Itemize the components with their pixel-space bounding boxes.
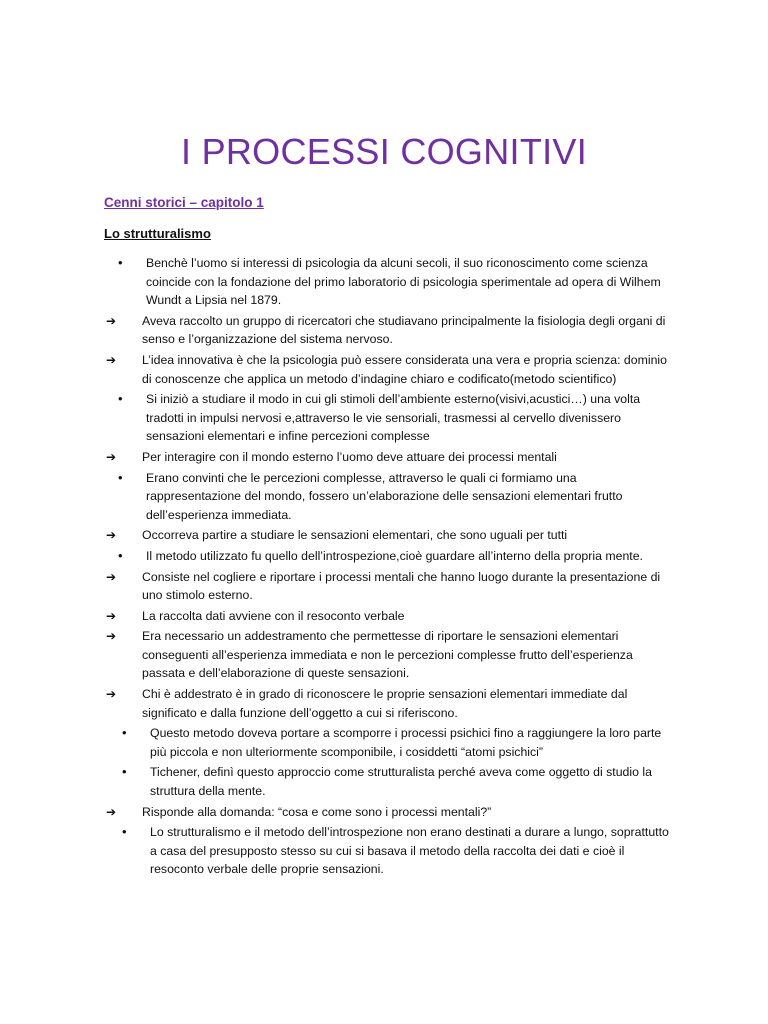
list-item xyxy=(0,351,768,388)
arrow-icon: ➔ xyxy=(106,449,117,464)
bullet-icon: • xyxy=(118,255,123,270)
list-item xyxy=(0,724,768,761)
section-heading: Lo strutturalismo xyxy=(104,226,211,241)
bullet-list xyxy=(0,254,768,879)
list-item xyxy=(0,254,768,310)
bullet-icon: • xyxy=(122,824,127,840)
list-item xyxy=(0,526,768,545)
list-item xyxy=(0,763,768,800)
arrow-icon: ➔ xyxy=(106,687,117,702)
document-title: I PROCESSI COGNITIVI xyxy=(180,131,588,172)
list-item-text: Consiste nel cogliere e riportare i processi mentali che hanno luogo durante la presentazione di uno stimolo esterno. xyxy=(142,569,661,603)
bullet-icon: • xyxy=(118,391,123,407)
arrow-icon: ➔ xyxy=(106,569,117,584)
list-item-text: La raccolta dati avviene con il resoconto verbale xyxy=(142,608,405,623)
list-item xyxy=(0,607,768,626)
list-item xyxy=(0,390,768,446)
list-item xyxy=(0,469,768,525)
list-item xyxy=(0,547,768,566)
list-item-text: Risponde alla domanda: “cosa e come sono i processi mentali?” xyxy=(142,804,492,819)
bullet-icon: • xyxy=(118,469,123,485)
list-item-text: Questo metodo doveva portare a scomporre i processi psichici fino a raggiungere la loro parte più piccola e non ulteriormente scomponibile, i cosiddetti “atomi psichici” xyxy=(150,726,662,759)
list-item xyxy=(0,312,768,349)
bullet-icon: • xyxy=(122,764,127,780)
list-item-text: Aveva raccolto un gruppo di ricercatori che studiavano principalmente la fisiologia degli organi di senso e l’organizzazione del sistema nervoso. xyxy=(142,313,666,347)
bullet-icon: • xyxy=(118,547,123,563)
list-item-text: Tichener, definì questo approccio come strutturalista perché aveva come oggetto di studio la struttura della mente. xyxy=(150,765,652,799)
list-item-text: Era necessario un addestramento che permettesse di riportare le sensazioni elementari conseguenti all’esperienza immediata e non le percezioni complesse frutto dell’esperienza passata e dell’elaborazione di queste sensazioni. xyxy=(142,629,633,681)
arrow-icon: ➔ xyxy=(106,629,117,644)
list-item xyxy=(0,627,768,683)
arrow-icon: ➔ xyxy=(106,528,117,543)
list-item-text: Per interagire con il mondo esterno l’uomo deve attuare dei processi mentali xyxy=(142,449,557,464)
list-item-text: L’idea innovativa è che la psicologia può essere considerata una vera e propria scienza: dominio di conoscenze che applica un metodo d’indagine chiaro e codificato(metodo scientifico) xyxy=(142,352,667,386)
arrow-icon: ➔ xyxy=(106,804,117,819)
list-item-text: Erano convinti che le percezioni complesse, attraverso le quali ci formiamo una rappresentazione del mondo, fossero un’elaborazione delle sensazioni elementari frutto dell’esperienza immediata. xyxy=(146,470,623,522)
arrow-icon: ➔ xyxy=(106,608,117,623)
list-item-text: Benchè l’uomo si interessi di psicologia da alcuni secoli, il suo riconoscimento come scienza coincide con la fondazione del primo laboratorio di psicologia sperimentale ad opera di Wilhem Wundt a Lipsia nel 1879. xyxy=(146,256,661,308)
arrow-icon: ➔ xyxy=(106,352,117,367)
list-item-text: Occorreva partire a studiare le sensazioni elementari, che sono uguali per tutti xyxy=(142,528,568,543)
list-item-text: Si iniziò a studiare il modo in cui gli stimoli dell’ambiente esterno(visivi,acustici…) una volta tradotti in impulsi nervosi e,attraverso le vie sensoriali, trasmessi al cervello divenissero sensazioni elementari e infine percezioni complesse xyxy=(146,392,641,444)
list-item-text: Lo strutturalismo e il metodo dell’introspezione non erano destinati a durare a lungo, soprattutto a casa del presupposto stesso su cui si basava il metodo della raccolta dei dati e cioè il resoconto verbale delle proprie sensazioni. xyxy=(150,825,669,877)
list-item-text: Chi è addestrato è in grado di riconoscere le proprie sensazioni elementari immediate dal significato e dalla funzione dell’oggetto a cui si riferiscono. xyxy=(142,687,628,720)
chapter-subtitle: Cenni storici – capitolo 1 xyxy=(104,195,264,210)
list-item xyxy=(0,568,768,605)
list-item xyxy=(0,803,768,822)
list-item xyxy=(0,823,768,879)
bullet-icon: • xyxy=(122,725,127,741)
arrow-icon: ➔ xyxy=(106,313,117,328)
list-item xyxy=(0,448,768,467)
list-item xyxy=(0,685,768,722)
list-item-text: Il metodo utilizzato fu quello dell’introspezione,cioè guardare all’interno della propria mente. xyxy=(146,548,643,563)
